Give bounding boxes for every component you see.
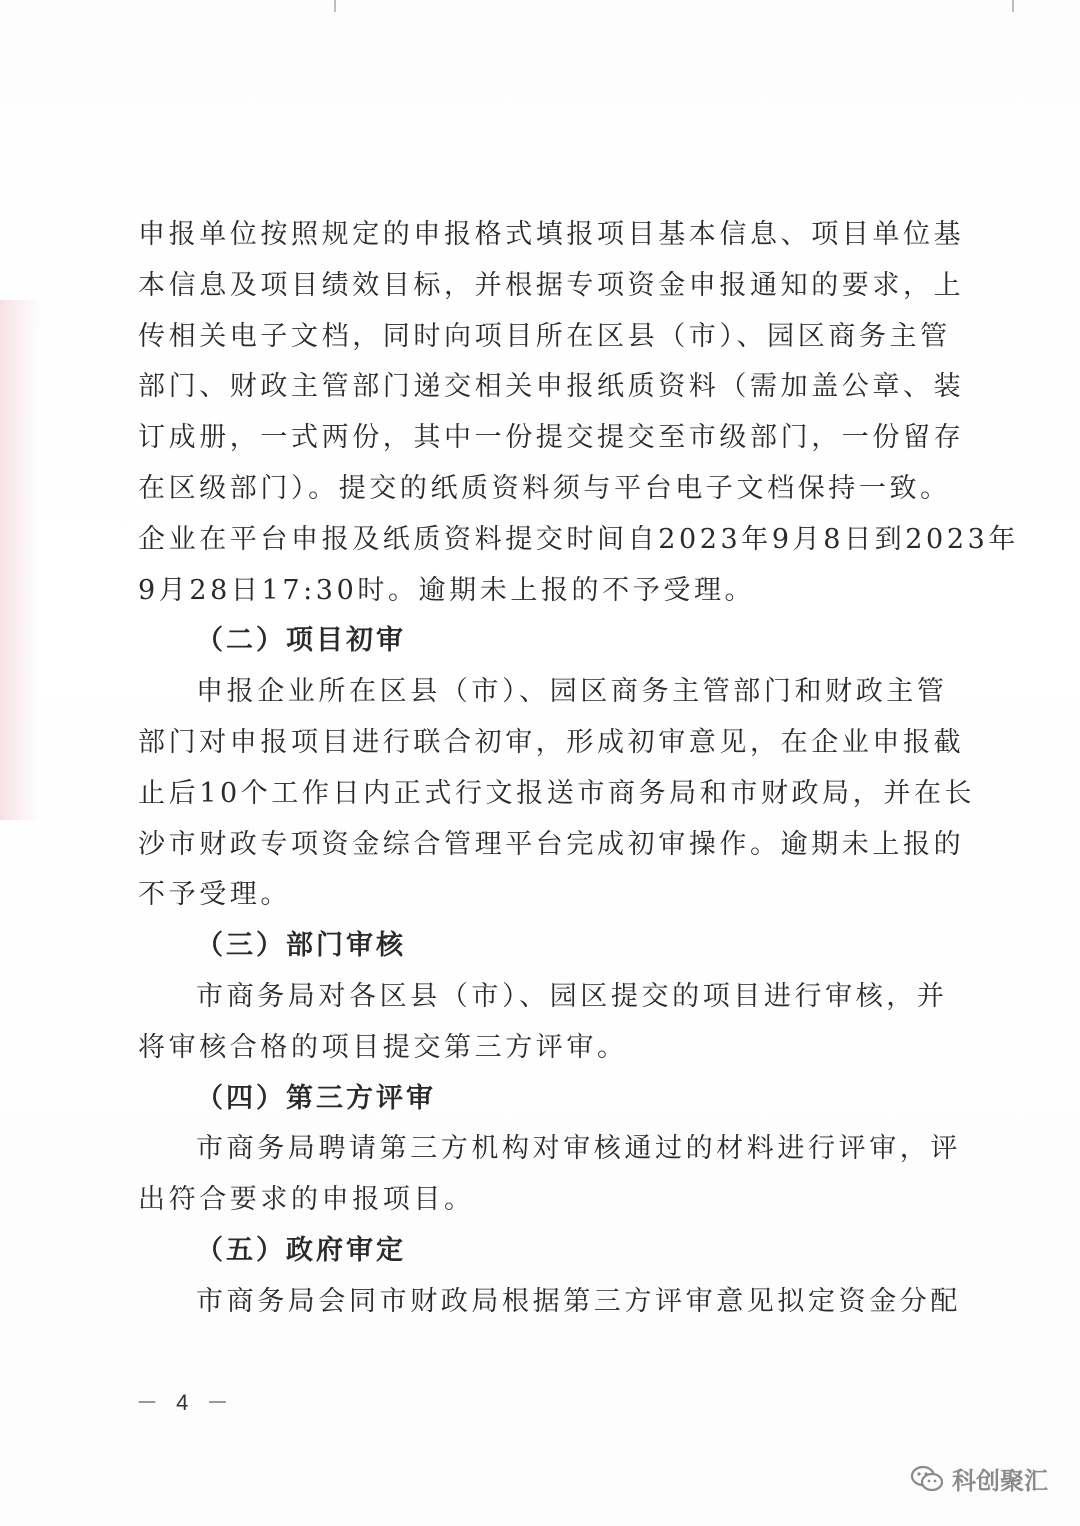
watermark-text: 科创聚汇 (952, 1467, 1048, 1495)
wechat-watermark (910, 1461, 1048, 1496)
paragraph-line: 本信息及项目绩效目标，并根据专项资金申报通知的要求，上 (138, 269, 965, 301)
paragraph-line: 沙市财政专项资金综合管理平台完成初审操作。逾期未上报的 (138, 828, 965, 860)
page-number: － 4 － (136, 1390, 235, 1415)
section-heading: （二）项目初审 (196, 625, 406, 657)
section-heading: （三）部门审核 (196, 930, 406, 962)
paragraph-line: 市商务局聘请第三方机构对审核通过的材料进行评审，评 (196, 1133, 961, 1165)
body-text (138, 210, 1019, 1328)
paragraph-line: 出符合要求的申报项目。 (138, 1184, 475, 1216)
section-heading: （四）第三方评审 (196, 1082, 436, 1114)
paragraph-line: 将审核合格的项目提交第三方评审。 (138, 1031, 628, 1063)
paragraph-line: 市商务局会同市财政局根据第三方评审意见拟定资金分配 (196, 1285, 961, 1317)
paragraph-line: 企业在平台申报及纸质资料提交时间自2023年9月8日到2023年 (138, 523, 1019, 555)
wechat-icon (910, 1464, 944, 1494)
paragraph-line: 不予受理。 (138, 879, 291, 911)
paragraph-line: 止后10个工作日内正式行文报送市商务局和市财政局，并在长 (138, 777, 976, 809)
paragraph-line: 申报单位按照规定的申报格式填报项目基本信息、项目单位基 (138, 219, 965, 250)
seal-bleed-decoration (0, 300, 40, 820)
paragraph-line: 9月28日17:30时。逾期未上报的不予受理。 (138, 574, 756, 606)
paragraph-line: 订成册，一式两份，其中一份提交提交至市级部门，一份留存 (138, 422, 965, 454)
paragraph-line: 市商务局对各区县（市）、园区提交的项目进行审核，并 (196, 980, 948, 1012)
paragraph-line: 部门、财政主管部门递交相关申报纸质资料（需加盖公章、装 (138, 371, 965, 403)
paragraph-line: 部门对申报项目进行联合初审，形成初审意见，在企业申报截 (138, 726, 965, 758)
scan-marks (0, 0, 1080, 14)
section-heading: （五）政府审定 (196, 1234, 406, 1266)
paragraph-line: 申报企业所在区县（市）、园区商务主管部门和财政主管 (196, 676, 948, 708)
paragraph-line: 在区级部门）。提交的纸质资料须与平台电子文档保持一致。 (138, 472, 951, 504)
paragraph-line: 传相关电子文档，同时向项目所在区县（市）、园区商务主管 (138, 320, 951, 352)
